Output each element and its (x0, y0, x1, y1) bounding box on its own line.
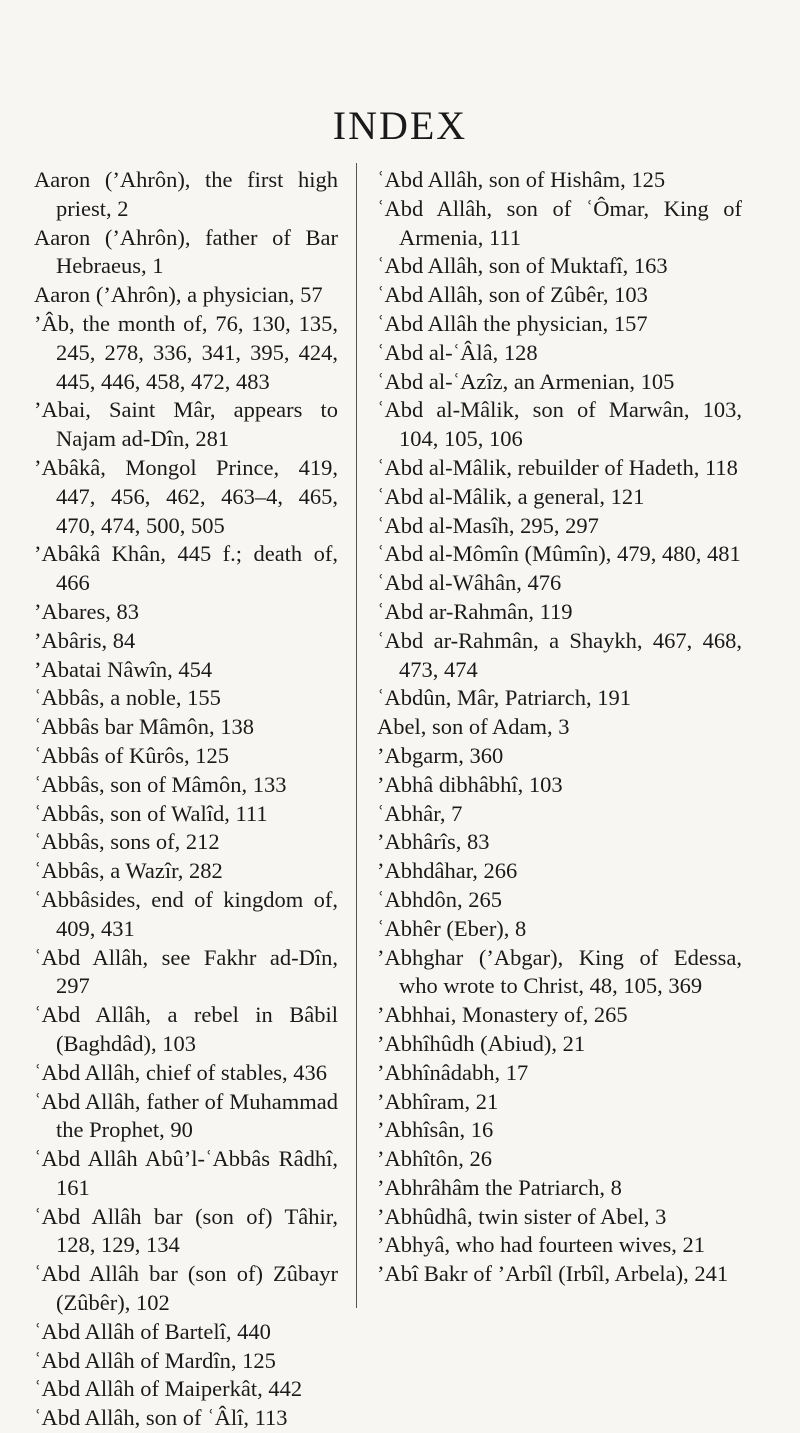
index-entry: ʿAbd Allâh, son of ʿÔmar, King of Armenia, 111 (377, 195, 742, 250)
index-entry: ʿAbd Allâh bar (son of) Zûbayr (Zûbêr), 102 (34, 1261, 338, 1316)
index-entry: ʿAbd ar-Rahmân, 119 (377, 598, 573, 624)
index-entry: ʿAbd al-Mâlik, son of Marwân, 103, 104, 105, 106 (377, 397, 742, 452)
index-entry: ’Abhârîs, 83 (377, 829, 490, 855)
index-entry: ’Âb, the month of, 76, 130, 135, 245, 278, 336, 341, 395, 424, 445, 446, 458, 472, 483 (34, 310, 338, 394)
index-entry: Abel, son of Adam, 3 (377, 714, 570, 740)
index-entry: ʿAbd al-ʿAzîz, an Armenian, 105 (377, 368, 675, 394)
index-entry: Aaron (’Ahrôn), a physician, 57 (34, 282, 323, 308)
index-entry: ʿAbd Allâh bar (son of) Tâhir, 128, 129, 134 (34, 1203, 338, 1258)
index-entry: ’Abhdâhar, 266 (377, 858, 518, 884)
index-entry: Aaron (’Ahrôn), the first high priest, 2 (34, 167, 338, 221)
index-entry: ’Abhhai, Monastery of, 265 (377, 1002, 628, 1028)
index-entry: ’Abhrâhâm the Patriarch, 8 (377, 1174, 622, 1200)
index-entry: ’Abatai Nâwîn, 454 (34, 656, 213, 682)
index-entry: ʿAbd Allâh, son of Muktafî, 163 (377, 253, 668, 279)
index-entry: ʿAbd Allâh, see Fakhr ad-Dîn, 297 (34, 944, 338, 999)
index-entry: ʿAbd al-Mômîn (Mûmîn), 479, 480, 481 (377, 541, 741, 567)
index-entry: ʿAbbâs, a noble, 155 (34, 685, 221, 711)
index-entry: ’Abhyâ, who had fourteen wives, 21 (377, 1232, 706, 1258)
index-entry: ’Abâris, 84 (34, 627, 136, 653)
index-entry: ʿAbdûn, Mâr, Patriarch, 191 (377, 685, 632, 711)
index-entry: ʿAbd ar-Rahmân, a Shaykh, 467, 468, 473, 474 (377, 627, 742, 682)
index-entry: ’Abâkâ Khân, 445 f.; death of, 466 (34, 541, 338, 596)
index-entry: ʿAbbâs, sons of, 212 (34, 829, 220, 855)
index-entry: ʿAbd al-Mâlik, a general, 121 (377, 483, 645, 509)
index-entry: ʿAbbâs, son of Mâmôn, 133 (34, 771, 287, 797)
column-divider (356, 163, 357, 1308)
index-entry: ʿAbd Allâh, a rebel in Bâbil (Baghdâd), 103 (34, 1002, 338, 1056)
index-entry: ’Abgarm, 360 (377, 742, 504, 768)
index-entry: ’Abhghar (’Abgar), King of Edessa, who wrote to Christ, 48, 105, 369 (377, 944, 742, 999)
index-entry: ʿAbbâs bar Mâmôn, 138 (34, 714, 254, 740)
index-entry: ’Abhîsân, 16 (377, 1117, 494, 1143)
index-entry: ’Abî Bakr of ’Arbîl (Irbîl, Arbela), 241 (377, 1261, 729, 1287)
index-entry: ’Abhîram, 21 (377, 1088, 499, 1114)
index-entry: ʿAbbâs of Kûrôs, 125 (34, 742, 229, 768)
index-entry: ʿAbd Allâh, son of Zûbêr, 103 (377, 282, 648, 308)
index-entry: ʿAbd Allâh, father of Muhammad the Prophet, 90 (34, 1088, 338, 1143)
index-column-right (377, 166, 742, 1289)
index-entry: ’Abhîhûdh (Abiud), 21 (377, 1030, 586, 1056)
index-entry: ʿAbbâs, son of Walîd, 111 (34, 800, 268, 826)
index-entry: ʿAbd Allâh, son of Hishâm, 125 (377, 167, 666, 192)
index-entry: ʿAbd Allâh of Maiperkât, 442 (34, 1376, 303, 1402)
index-entry: ʿAbbâsides, end of kingdom of, 409, 431 (34, 886, 338, 941)
index-entry: ʿAbbâs, a Wazîr, 282 (34, 858, 223, 884)
index-entry: ʿAbhêr (Eber), 8 (377, 915, 527, 941)
index-column-left (34, 166, 338, 1433)
index-entry: ʿAbd Allâh the physician, 157 (377, 310, 648, 336)
index-entry: ’Abhûdhâ, twin sister of Abel, 3 (377, 1203, 667, 1229)
index-entry: ’Abâkâ, Mongol Prince, 419, 447, 456, 462, 463–4, 465, 470, 474, 500, 505 (34, 454, 338, 538)
index-entry: ʿAbd al-ʿÂlâ, 128 (377, 339, 538, 365)
index-entry: ʿAbd Allâh of Bartelî, 440 (34, 1318, 271, 1344)
index-entry: ʿAbd Allâh of Mardîn, 125 (34, 1347, 276, 1373)
index-entry: ʿAbd al-Wâhân, 476 (377, 570, 562, 596)
page-title: INDEX (332, 103, 468, 148)
index-entry: ʿAbd al-Masîh, 295, 297 (377, 512, 599, 538)
index-entry: ʿAbd Allâh, chief of stables, 436 (34, 1059, 328, 1085)
index-entry: ʿAbhâr, 7 (377, 800, 463, 826)
index-entry: ʿAbd Allâh Abû’l-ʿAbbâs Râdhî, 161 (34, 1146, 338, 1200)
index-entry: Aaron (’Ahrôn), father of Bar Hebraeus, 1 (34, 224, 338, 279)
index-entry: ’Abhâ dibhâbhî, 103 (377, 771, 563, 797)
index-entry: ʿAbhdôn, 265 (377, 886, 502, 912)
index-entry: ʿAbd Allâh, son of ʿÂlî, 113 (34, 1405, 288, 1431)
index-entry: ’Abares, 83 (34, 598, 139, 624)
index-entry: ’Abhîtôn, 26 (377, 1146, 492, 1172)
index-entry: ’Abai, Saint Mâr, appears to Najam ad-Dîn, 281 (34, 397, 338, 452)
index-entry: ’Abhînâdabh, 17 (377, 1059, 529, 1085)
index-entry: ʿAbd al-Mâlik, rebuilder of Hadeth, 118 (377, 454, 738, 480)
